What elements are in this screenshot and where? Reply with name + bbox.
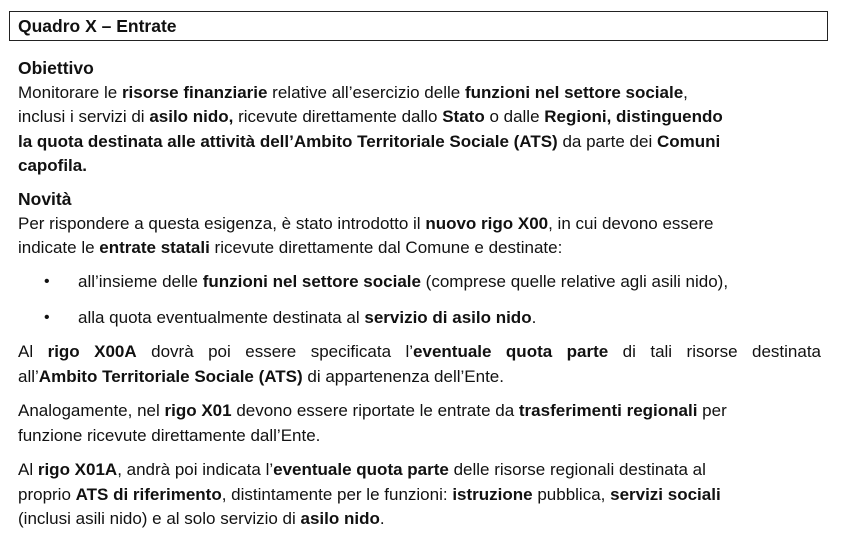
text: di appartenenza dell’Ente. (302, 366, 504, 386)
bold-text: rigo X01 (164, 401, 232, 420)
bold-text: asilo nido (300, 509, 380, 528)
list-item-text (78, 270, 728, 295)
obiettivo-heading: Obiettivo (18, 58, 94, 78)
section-title: Quadro X – Entrate (18, 16, 177, 36)
bold-text: Stato (442, 107, 485, 126)
bold-text: istruzione (452, 484, 533, 504)
obiettivo-section (18, 56, 821, 179)
text: di tali risorse destinata (608, 342, 821, 361)
text: Analogamente, nel (18, 401, 165, 420)
x01-line-1 (18, 399, 821, 424)
text: pubblica, (532, 484, 611, 504)
obiettivo-line-2 (18, 105, 821, 130)
text: Monitorare le (18, 82, 122, 102)
x01a-line-2 (18, 483, 821, 508)
x01-line-2 (18, 424, 821, 449)
bold-text: servizio di asilo nido (364, 308, 532, 327)
bold-text: capofila. (18, 156, 87, 175)
text: devono essere riportate le entrate da (231, 401, 519, 420)
bold-text: asilo nido, (149, 107, 234, 126)
x00a-line-2 (18, 365, 821, 390)
bold-text: Regioni, distinguendo (544, 107, 723, 126)
bold-text: funzioni nel settore sociale (464, 82, 684, 102)
bold-text: Ambito Territoriale Sociale (ATS) (38, 366, 303, 386)
text: ricevute direttamente dal Comune e destinate: (209, 238, 563, 257)
bullet-icon: • (44, 309, 50, 326)
text: . (379, 509, 385, 528)
novita-section (18, 187, 821, 261)
bold-text: servizi sociali (610, 484, 721, 504)
paragraph-x00a (18, 340, 821, 389)
text: Al (18, 342, 48, 361)
list-item-text (78, 306, 536, 331)
text: all’insieme delle (78, 272, 203, 291)
text: , in cui devono essere (548, 213, 714, 233)
text: , andrà poi indicata l’ (117, 460, 274, 479)
text: (inclusi asili nido) e al solo servizio di (18, 509, 301, 528)
x00a-line-1 (18, 340, 821, 365)
obiettivo-line-3 (18, 130, 821, 155)
text: per (697, 401, 727, 420)
text: funzione ricevute direttamente dall’Ente. (18, 425, 321, 445)
x01a-line-3 (18, 507, 821, 532)
text: all’ (18, 366, 39, 386)
section-header-box (9, 11, 828, 41)
bold-text: rigo X01A (37, 460, 118, 479)
text: alla quota eventualmente destinata al (78, 308, 365, 327)
text: ricevute direttamente dallo (233, 107, 443, 126)
text: relative all’esercizio delle (267, 82, 465, 102)
bold-text: trasferimenti regionali (518, 401, 698, 420)
bold-text: la quota destinata alle attività dell’Ambito Territoriale Sociale (ATS) (18, 131, 558, 151)
bold-text: entrate statali (99, 238, 210, 257)
text: dovrà poi essere specificata l’ (136, 342, 414, 361)
bold-text: nuovo rigo X00 (425, 213, 549, 233)
text: proprio (18, 484, 76, 504)
bold-text: eventuale quota parte (413, 342, 609, 361)
bold-text: ATS di riferimento (75, 484, 222, 504)
bold-text: rigo X00A (47, 342, 137, 361)
text: inclusi i servizi di (18, 107, 150, 126)
bold-text: risorse finanziarie (121, 82, 268, 102)
text: da parte dei (557, 131, 657, 151)
text: . (531, 308, 537, 327)
text: o dalle (484, 107, 545, 126)
novita-line-2 (18, 236, 821, 261)
bullet-icon: • (44, 273, 50, 290)
paragraph-x01a (18, 458, 821, 532)
bold-text: funzioni nel settore sociale (202, 272, 421, 291)
text: Al (18, 460, 38, 479)
obiettivo-line-1 (18, 81, 821, 106)
x01a-line-1 (18, 458, 821, 483)
text: , distintamente per le funzioni: (221, 484, 453, 504)
novita-line-1 (18, 212, 821, 237)
paragraph-x01 (18, 399, 821, 448)
text: (comprese quelle relative agli asili nido), (420, 272, 729, 291)
text: Per rispondere a questa esigenza, è stato introdotto il (18, 213, 426, 233)
text: indicate le (18, 238, 100, 257)
bold-text: Comuni (656, 131, 721, 151)
text: , (683, 82, 688, 102)
novita-heading: Novità (18, 189, 72, 209)
bold-text: eventuale quota parte (273, 460, 449, 479)
text: delle risorse regionali destinata al (448, 460, 706, 479)
obiettivo-line-4 (18, 154, 821, 179)
